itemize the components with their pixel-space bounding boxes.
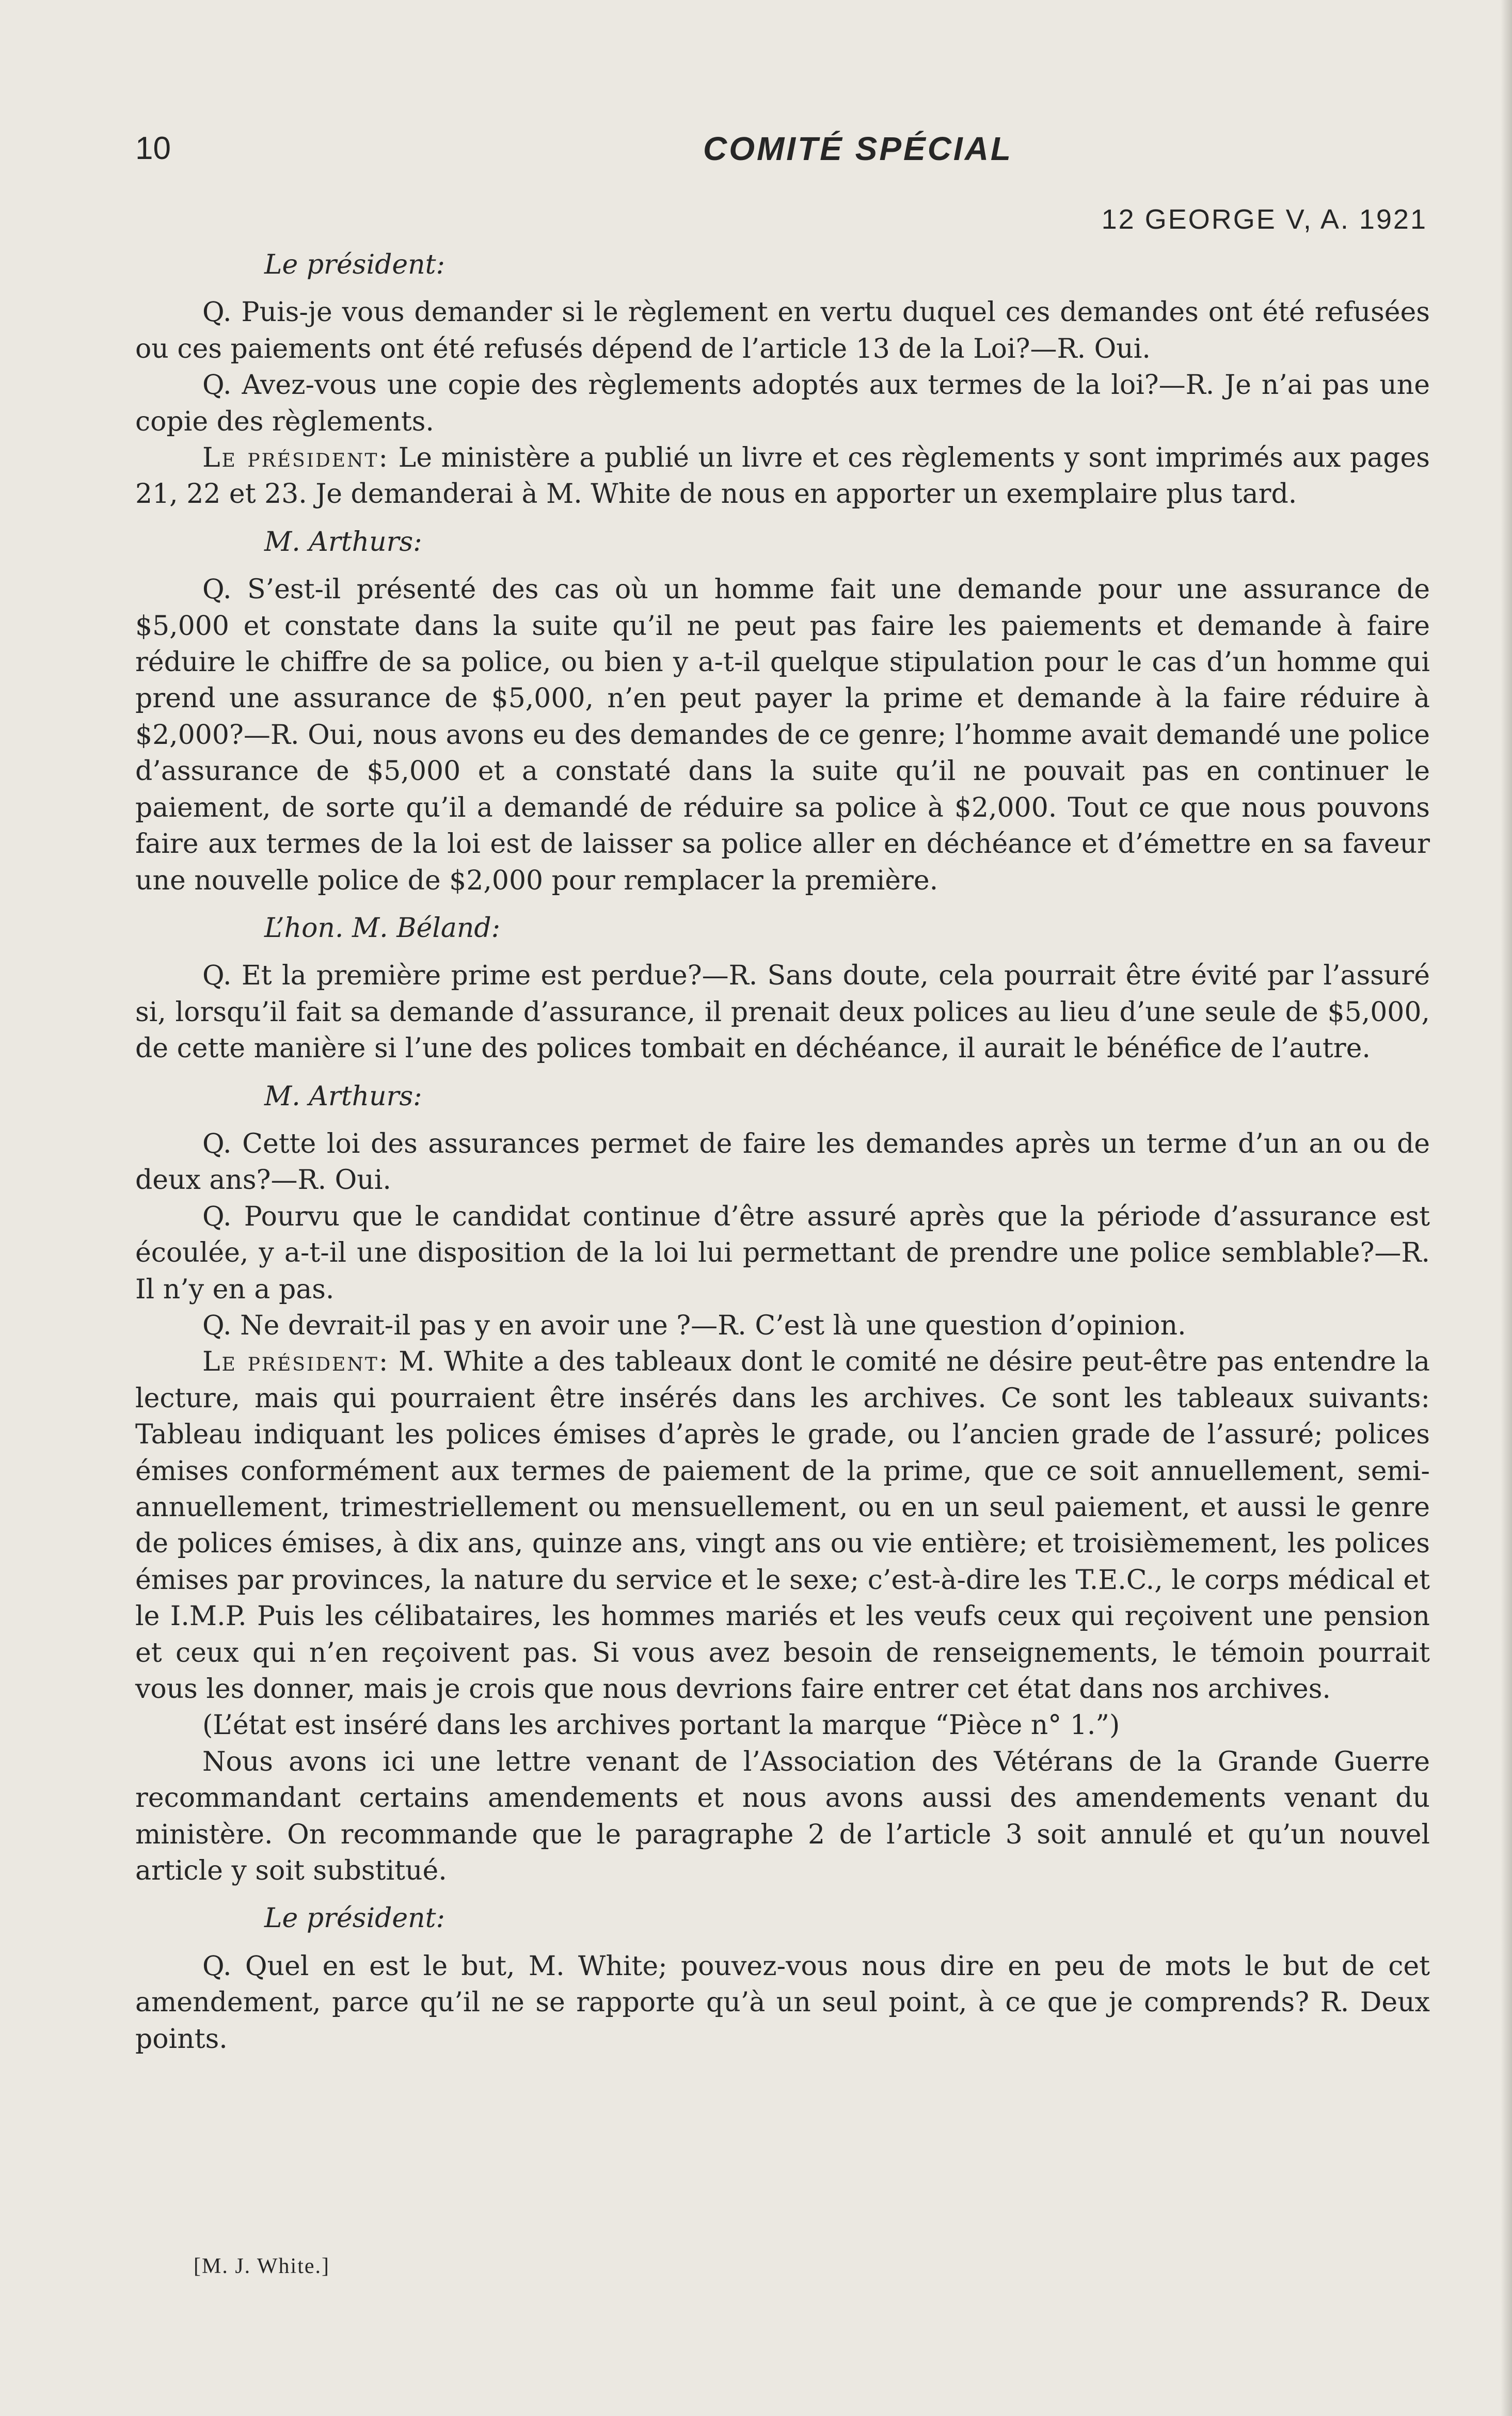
paragraph: Q. Quel en est le but, M. White; pouvez-vous nous dire en peu de mots le but de cet amendement, parce qu’il ne se rapporte qu’à un seul point, à ce que je comprends? R. Deux points. <box>135 1950 1430 2055</box>
speaker-heading: Le président: <box>264 249 445 280</box>
paragraph-text: Le ministère a publié un livre et ces règlements y sont imprimés aux pages 21, 22 et 23. Je demanderai à M. White de nous en apporter un exemplaire plus tard. <box>135 442 1430 510</box>
paragraph: Q. Ne devrait-il pas y en avoir une ?—R. C’est là une question d’opinion. <box>202 1310 1186 1341</box>
speaker-inline-label: Le président: <box>202 442 390 474</box>
speaker-heading: M. Arthurs: <box>264 526 422 558</box>
paragraph <box>135 1344 1430 1707</box>
paragraph: Q. Avez-vous une copie des règlements adoptés aux termes de la loi?—R. Je n’ai pas une copie des règlements. <box>135 370 1430 437</box>
paragraph: Q. S’est-il présenté des cas où un homme fait une demande pour une assurance de $5,000 et constate dans la suite qu’il ne peut pas faire les paiements et demande à faire réduire le chiffre de sa police, ou bien y a-t-il quelque stipulation pour le cas d’un homme qui prend une assurance de $5,000, n’en peut payer la prime et demande à la faire réduire à $2,000?—R. Oui, nous avons eu des demandes de ce genre; l’homme avait demandé une police d’assurance de $5,000 et a constaté dans la suite qu’il ne pouvait pas en continuer le paiement, de sorte qu’il a demandé de réduire sa police à $2,000. Tout ce que nous pouvons faire aux termes de la loi est de laisser sa police aller en déchéance et d’émettre en sa faveur une nouvelle police de $2,000 pour remplacer la première. <box>135 574 1430 896</box>
page-number: 10 <box>135 131 171 166</box>
speaker-heading: M. Arthurs: <box>264 1080 422 1112</box>
witness-signature: [M. J. White.] <box>194 2254 330 2278</box>
paragraph-text: M. White a des tableaux dont le comité ne désire peut-être pas entendre la lecture, mais qui pourraient être insérés dans les archives. Ce sont les tableaux suivants: Tableau indiquant les polices émises d’après le grade, ou l’ancien grade de l’assuré; polices émises conformément aux termes de paiement de la prime, que ce soit annuellement, semi-annuellement, trimestriellement ou mensuellement, ou en un seul paiement, et aussi le genre de polices émises, à dix ans, quinze ans, vingt ans ou vie entière; et troisièmement, les polices émises par provinces, la nature du service et le sexe; c’est-à-dire les T.E.C., le corps médical et le I.M.P. Puis les célibataires, les hommes mariés et les veufs ceux qui reçoivent une pension et ceux qui n’en reçoivent pas. Si vous avez besoin de renseignements, le témoin pourrait vous les donner, mais je crois que nous devrions faire entrer cet état dans nos archives. <box>135 1346 1430 1705</box>
speaker-heading: L’hon. M. Béland: <box>264 912 501 944</box>
page-header <box>135 128 1426 169</box>
paragraph: Q. Cette loi des assurances permet de faire les demandes après un terme d’un an ou de deux ans?—R. Oui. <box>135 1128 1430 1196</box>
paragraph: Q. Pourvu que le candidat continue d’être assuré après que la période d’assurance est écoulée, y a-t-il une disposition de la loi lui permettant de prendre une police semblable?—R. Il n’y en a pas. <box>135 1201 1430 1305</box>
body-text <box>135 247 1430 2057</box>
paragraph <box>135 440 1430 513</box>
speaker-inline-label: Le président: <box>202 1346 390 1378</box>
paragraph: Nous avons ici une lettre venant de l’Association des Vétérans de la Grande Guerre recommandant certains amendements et nous avons aussi des amendements venant du ministère. On recommande que le paragraphe 2 de l’article 3 soit annulé et qu’un nouvel article y soit substitué. <box>135 1746 1430 1887</box>
paragraph: Q. Puis-je vous demander si le règlement en vertu duquel ces demandes ont été refusées ou ces paiements ont été refusés dépend de l’article 13 de la Loi?—R. Oui. <box>135 297 1430 364</box>
paragraph: Q. Et la première prime est perdue?—R. Sans doute, cela pourrait être évité par l’assuré si, lorsqu’il fait sa demande d’assurance, il prenait deux polices au lieu d’une seule de $5,000, de cette manière si l’une des polices tombait en déchéance, il aurait le bénéfice de l’autre. <box>135 960 1430 1064</box>
session-reference: 12 GEORGE V, A. 1921 <box>1101 204 1427 235</box>
speaker-heading: Le président: <box>264 1903 445 1934</box>
paragraph: (L’état est inséré dans les archives portant la marque “Pièce n° 1.”) <box>202 1710 1120 1741</box>
running-title: COMITÉ SPÉCIAL <box>703 130 1013 167</box>
page-edge-shadow <box>1501 0 1512 2416</box>
